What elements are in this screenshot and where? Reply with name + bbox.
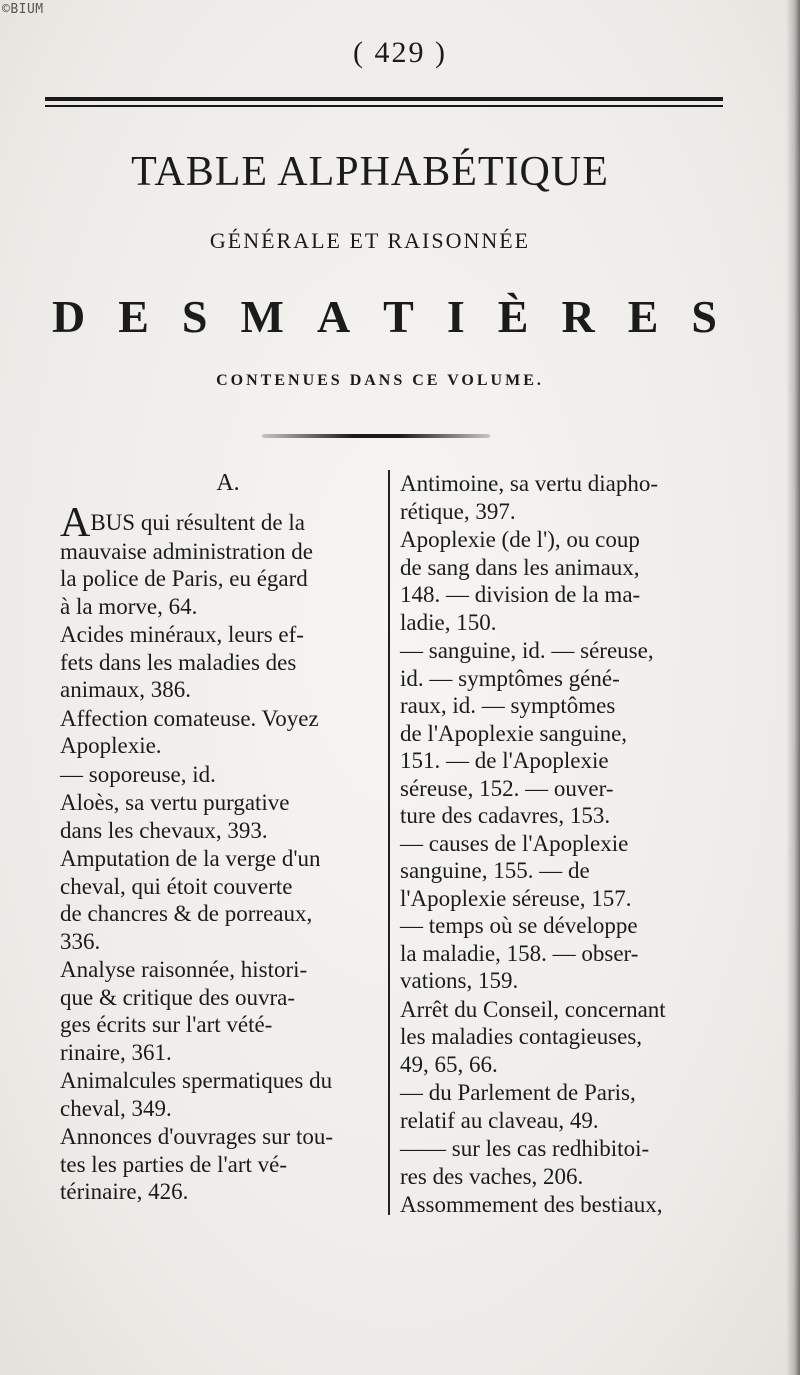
index-column-left bbox=[60, 470, 376, 1207]
entry-line: térinaire, 426. bbox=[60, 1179, 189, 1204]
title-letter: D bbox=[52, 291, 86, 342]
entry-line: — temps où se développe bbox=[400, 913, 638, 938]
entry-line: — causes de l'Apoplexie bbox=[400, 830, 629, 856]
title-line-2: GÉNÉRALE ET RAISONNÉE bbox=[209, 228, 531, 253]
entry-line: Amputation de la verge d'un bbox=[60, 846, 321, 871]
entry-line: 336. bbox=[60, 928, 101, 954]
entry-line: —— sur les cas redhibitoi- bbox=[400, 1136, 650, 1161]
entry-line: ladie, 150. bbox=[400, 609, 497, 635]
entry-line: de chancres & de porreaux, bbox=[60, 901, 313, 926]
title-line-1: TABLE ALPHABÉTIQUE bbox=[131, 149, 609, 195]
drop-cap: A bbox=[60, 499, 91, 546]
entry-line: rinaire, 361. bbox=[60, 1039, 172, 1065]
entry-line: les maladies contagieuses, bbox=[400, 1024, 643, 1049]
entry-line: vations, 159. bbox=[400, 968, 519, 993]
title-letter: È bbox=[497, 291, 529, 342]
index-entry bbox=[400, 1079, 722, 1134]
index-entry bbox=[60, 761, 376, 789]
entry-line: 49, 65, 66. bbox=[400, 1051, 498, 1077]
entry-line: Assommement des bestiaux, bbox=[400, 1192, 663, 1217]
entry-line: id. — symptômes géné- bbox=[400, 665, 620, 691]
title-letter: M bbox=[240, 291, 284, 342]
title-line-3 bbox=[52, 290, 717, 343]
watermark: ©BIUM bbox=[2, 2, 44, 17]
entry-line: — sanguine, id. — séreuse, bbox=[400, 638, 654, 663]
entry-line: 148. — division de la ma- bbox=[400, 582, 641, 607]
index-entry bbox=[60, 621, 376, 704]
title-letter: R bbox=[561, 291, 595, 342]
index-entry bbox=[60, 789, 376, 844]
entry-line: Apoplexie (de l'), ou coup bbox=[400, 527, 640, 552]
entry-line: sanguine, 155. — de bbox=[400, 858, 590, 883]
entry-line: Arrêt du Conseil, concernant bbox=[400, 996, 666, 1022]
title-line-4: CONTENUES DANS CE VOLUME. bbox=[216, 372, 544, 389]
entry-line: ges écrits sur l'art vété- bbox=[60, 1012, 273, 1037]
entry-line: relatif au claveau, 49. bbox=[400, 1107, 599, 1133]
entry-line: mauvaise administration de bbox=[60, 538, 313, 564]
index-column-right bbox=[400, 470, 722, 1220]
index-entry bbox=[60, 956, 376, 1066]
title-letter: I bbox=[446, 291, 465, 342]
index-entry bbox=[60, 705, 376, 760]
entry-line: fets dans les maladies des bbox=[60, 649, 297, 675]
page-number: ( 429 ) bbox=[353, 36, 447, 69]
letter-heading: A. bbox=[216, 470, 240, 496]
index-entry bbox=[400, 1191, 722, 1219]
entry-line: — soporeuse, id. bbox=[60, 761, 216, 787]
index-entry bbox=[400, 996, 722, 1079]
entry-line: de sang dans les animaux, bbox=[400, 554, 640, 580]
entry-list-right bbox=[400, 470, 722, 1219]
entry-line: Annonces d'ouvrages sur tou- bbox=[60, 1124, 334, 1149]
entry-line: Affection comateuse. Voyez bbox=[60, 705, 319, 731]
entry-line: Aloès, sa vertu purgative bbox=[60, 790, 290, 815]
entry-line: l'Apoplexie séreuse, 157. bbox=[400, 885, 632, 911]
entry-line: séreuse, 152. — ouver- bbox=[400, 775, 614, 801]
index-entry bbox=[400, 1135, 722, 1190]
entry-line: que & critique des ouvra- bbox=[60, 984, 296, 1010]
entry-line: la police de Paris, eu égard bbox=[60, 566, 308, 591]
title-letter: E bbox=[118, 291, 149, 342]
entry-line: dans les chevaux, 393. bbox=[60, 817, 268, 843]
entry-line: rétique, 397. bbox=[400, 498, 516, 524]
entry-line: animaux, 386. bbox=[60, 677, 191, 702]
title-letter: S bbox=[181, 291, 208, 342]
index-entry bbox=[60, 1123, 376, 1206]
entry-line: — du Parlement de Paris, bbox=[400, 1080, 636, 1105]
entry-line: la maladie, 158. — obser- bbox=[400, 940, 639, 966]
index-entry bbox=[60, 845, 376, 955]
entry-line: cheval, qui étoit couverte bbox=[60, 873, 293, 899]
index-entry bbox=[400, 470, 722, 525]
entry-list-left bbox=[60, 499, 376, 1206]
entry-line: 151. — de l'Apoplexie bbox=[400, 748, 609, 773]
title-letter: A bbox=[316, 291, 351, 342]
entry-line: BUS qui résultent de la bbox=[90, 509, 305, 535]
page-edge-shadow bbox=[786, 0, 800, 1375]
column-divider bbox=[388, 470, 390, 1215]
ornamental-rule bbox=[262, 434, 490, 438]
index-entry bbox=[400, 526, 722, 636]
index-entry bbox=[60, 1067, 376, 1122]
title-letter: S bbox=[691, 291, 717, 342]
title-letter: T bbox=[383, 291, 414, 342]
entry-line: Antimoine, sa vertu diapho- bbox=[400, 471, 659, 496]
entry-line: Animalcules spermatiques du bbox=[60, 1068, 333, 1093]
entry-line: raux, id. — symptômes bbox=[400, 693, 616, 718]
entry-line: tes les parties de l'art vé- bbox=[60, 1151, 288, 1177]
entry-line: cheval, 349. bbox=[60, 1095, 172, 1121]
top-double-rule bbox=[45, 97, 723, 107]
index-entry bbox=[400, 637, 722, 995]
index-entry bbox=[60, 499, 376, 621]
title-letter: E bbox=[627, 291, 659, 342]
entry-line: ture des cadavres, 153. bbox=[400, 803, 611, 828]
entry-line: Apoplexie. bbox=[60, 733, 162, 758]
entry-line: res des vaches, 206. bbox=[400, 1163, 584, 1189]
entry-line: Acides minéraux, leurs ef- bbox=[60, 622, 304, 647]
entry-line: Analyse raisonnée, histori- bbox=[60, 957, 308, 982]
entry-line: à la morve, 64. bbox=[60, 593, 198, 619]
entry-line: de l'Apoplexie sanguine, bbox=[400, 720, 628, 746]
